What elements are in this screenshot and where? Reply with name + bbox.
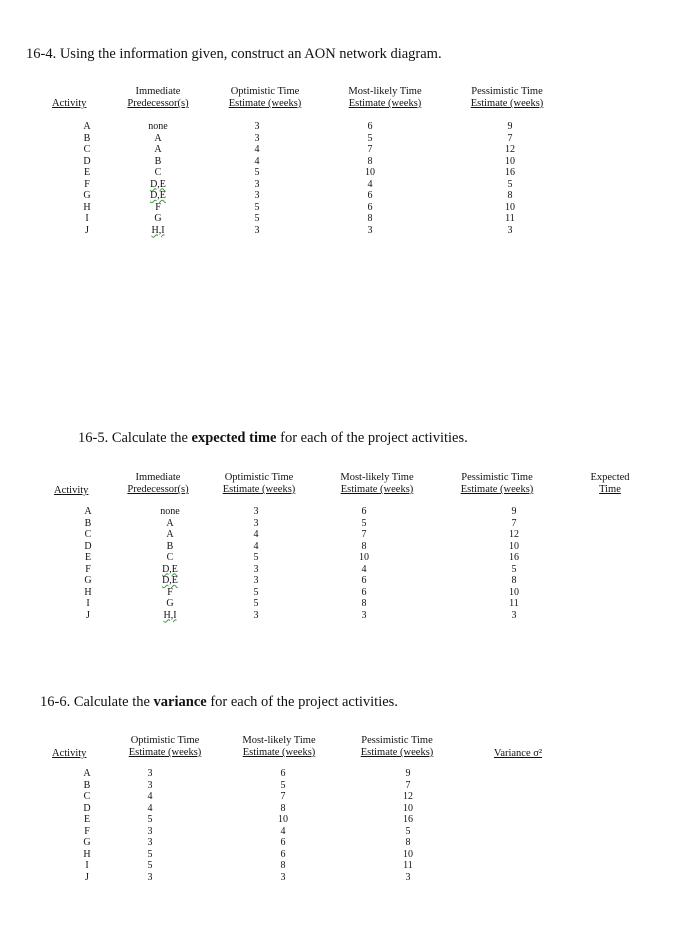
cell-pessimistic: 11 xyxy=(509,598,519,609)
cell-pessimistic: 5 xyxy=(507,178,513,190)
cell-most-likely: 6 xyxy=(280,848,286,860)
q16-4-heading: 16-4. Using the information given, construct an AON network diagram. xyxy=(26,46,442,62)
cell-most-likely: 5 xyxy=(367,132,373,144)
cell-predecessors: D,E xyxy=(162,563,178,575)
cell-activity: I xyxy=(85,213,89,224)
table-row xyxy=(0,610,676,622)
cell-most-likely: 4 xyxy=(367,178,373,190)
cell-pessimistic: 11 xyxy=(403,860,413,871)
cell-most-likely: 8 xyxy=(361,598,367,609)
cell-pessimistic: 10 xyxy=(509,540,519,552)
table-row xyxy=(0,564,676,576)
cell-pessimistic: 3 xyxy=(507,224,513,236)
cell-optimistic: 3 xyxy=(253,517,259,529)
cell-most-likely: 6 xyxy=(367,190,373,201)
table-row xyxy=(0,179,676,191)
cell-activity: J xyxy=(86,609,90,621)
q16-6-heading: 16-6. Calculate the variance for each of the project activities. xyxy=(40,694,398,710)
cell-optimistic: 4 xyxy=(253,540,259,552)
table-row xyxy=(0,860,676,872)
cell-optimistic: 4 xyxy=(147,791,153,802)
cell-pessimistic: 5 xyxy=(511,563,517,575)
cell-most-likely: 6 xyxy=(280,768,286,779)
cell-most-likely: 6 xyxy=(280,837,286,848)
cell-optimistic: 3 xyxy=(147,825,153,837)
cell-optimistic: 5 xyxy=(253,586,259,598)
cell-pessimistic: 7 xyxy=(507,132,513,144)
cell-activity: I xyxy=(86,598,90,609)
table-row xyxy=(0,541,676,553)
table-row xyxy=(0,780,676,792)
cell-activity: E xyxy=(83,814,91,825)
cell-optimistic: 4 xyxy=(254,155,260,167)
cell-activity: H xyxy=(84,586,92,598)
cell-optimistic: 5 xyxy=(254,167,260,178)
cell-most-likely: 5 xyxy=(361,517,367,529)
cell-predecessors: H,I xyxy=(151,224,165,236)
cell-activity: F xyxy=(84,825,90,837)
cell-optimistic: 3 xyxy=(147,779,153,791)
table-row xyxy=(0,849,676,861)
cell-optimistic: 4 xyxy=(253,529,259,540)
cell-optimistic: 5 xyxy=(147,860,153,871)
cell-most-likely: 3 xyxy=(361,609,367,621)
cell-activity: D xyxy=(83,802,91,814)
col-header-most-likely: Most-likely Time Estimate (weeks) xyxy=(340,472,414,495)
cell-activity: J xyxy=(85,224,89,236)
cell-activity: E xyxy=(83,167,91,178)
table-row xyxy=(0,552,676,564)
table-row xyxy=(0,791,676,803)
cell-activity: H xyxy=(83,201,91,213)
cell-optimistic: 3 xyxy=(253,563,259,575)
cell-most-likely: 10 xyxy=(359,552,369,563)
cell-optimistic: 3 xyxy=(147,768,153,779)
cell-optimistic: 5 xyxy=(147,814,153,825)
cell-pessimistic: 16 xyxy=(505,167,515,178)
col-header-activity: Activity xyxy=(52,98,87,109)
cell-most-likely: 6 xyxy=(367,121,373,132)
cell-most-likely: 6 xyxy=(361,506,367,517)
cell-activity: E xyxy=(84,552,92,563)
col-header-most-likely: Most-likely Time Estimate (weeks) xyxy=(348,86,422,109)
col-header-activity: Activity xyxy=(52,748,87,759)
cell-optimistic: 3 xyxy=(254,224,260,236)
cell-pessimistic: 10 xyxy=(403,848,413,860)
cell-optimistic: 4 xyxy=(147,802,153,814)
cell-pessimistic: 5 xyxy=(405,825,411,837)
cell-most-likely: 4 xyxy=(361,563,367,575)
col-header-variance: Variance σ² xyxy=(493,748,543,759)
cell-optimistic: 3 xyxy=(147,837,153,848)
cell-predecessors: G xyxy=(166,598,174,609)
table-row xyxy=(0,167,676,179)
table-row xyxy=(0,803,676,815)
cell-pessimistic: 7 xyxy=(405,779,411,791)
table-row xyxy=(0,826,676,838)
cell-predecessors: A xyxy=(166,517,174,529)
cell-predecessors: D,E xyxy=(150,178,166,190)
cell-pessimistic: 12 xyxy=(403,791,413,802)
cell-optimistic: 3 xyxy=(254,190,260,201)
cell-optimistic: 3 xyxy=(254,178,260,190)
col-header-pessimistic: Pessimistic Time Estimate (weeks) xyxy=(360,735,434,758)
cell-pessimistic: 12 xyxy=(505,144,515,155)
table-row xyxy=(0,133,676,145)
cell-pessimistic: 7 xyxy=(511,517,517,529)
col-header-predecessors: Immediate Predecessor(s) xyxy=(127,86,189,109)
table-row xyxy=(0,518,676,530)
cell-pessimistic: 8 xyxy=(405,837,411,848)
cell-pessimistic: 16 xyxy=(403,814,413,825)
cell-activity: J xyxy=(85,871,89,883)
cell-most-likely: 7 xyxy=(361,529,367,540)
cell-activity: H xyxy=(83,848,91,860)
cell-optimistic: 5 xyxy=(253,552,259,563)
cell-activity: C xyxy=(83,791,91,802)
cell-predecessors: B xyxy=(154,155,162,167)
cell-optimistic: 4 xyxy=(254,144,260,155)
cell-predecessors: A xyxy=(154,132,162,144)
col-header-pessimistic: Pessimistic Time Estimate (weeks) xyxy=(460,472,534,495)
col-header-optimistic: Optimistic Time Estimate (weeks) xyxy=(128,735,202,758)
cell-predecessors: F xyxy=(167,586,173,598)
cell-activity: G xyxy=(83,190,91,201)
cell-predecessors: B xyxy=(166,540,174,552)
cell-optimistic: 5 xyxy=(147,848,153,860)
table-row xyxy=(0,506,676,518)
cell-activity: F xyxy=(84,178,90,190)
q16-4-rows xyxy=(0,121,676,236)
cell-pessimistic: 3 xyxy=(405,871,411,883)
table-row xyxy=(0,872,676,884)
cell-predecessors: C xyxy=(166,552,174,563)
cell-pessimistic: 10 xyxy=(505,155,515,167)
cell-predecessors: F xyxy=(155,201,161,213)
col-header-optimistic: Optimistic Time Estimate (weeks) xyxy=(222,472,296,495)
table-row xyxy=(0,225,676,237)
cell-most-likely: 10 xyxy=(278,814,288,825)
table-row xyxy=(0,587,676,599)
cell-activity: D xyxy=(83,155,91,167)
cell-activity: I xyxy=(85,860,89,871)
cell-optimistic: 3 xyxy=(253,575,259,586)
table-row xyxy=(0,202,676,214)
cell-predecessors: C xyxy=(154,167,162,178)
col-header-pessimistic: Pessimistic Time Estimate (weeks) xyxy=(470,86,544,109)
cell-optimistic: 3 xyxy=(254,121,260,132)
cell-pessimistic: 10 xyxy=(509,586,519,598)
cell-most-likely: 8 xyxy=(367,213,373,224)
cell-most-likely: 6 xyxy=(367,201,373,213)
cell-pessimistic: 10 xyxy=(505,201,515,213)
table-row xyxy=(0,213,676,225)
cell-most-likely: 8 xyxy=(280,802,286,814)
q16-5-heading: 16-5. Calculate the expected time for each of the project activities. xyxy=(78,430,468,446)
table-row xyxy=(0,190,676,202)
cell-activity: A xyxy=(83,768,91,779)
cell-activity: F xyxy=(85,563,91,575)
table-row xyxy=(0,768,676,780)
cell-activity: C xyxy=(83,144,91,155)
q16-5-rows xyxy=(0,506,676,621)
cell-most-likely: 7 xyxy=(367,144,373,155)
table-row xyxy=(0,121,676,133)
cell-predecessors: none xyxy=(148,121,168,132)
col-header-most-likely: Most-likely Time Estimate (weeks) xyxy=(242,735,316,758)
cell-pessimistic: 9 xyxy=(507,121,513,132)
cell-activity: C xyxy=(84,529,92,540)
cell-predecessors: none xyxy=(160,506,180,517)
cell-activity: B xyxy=(84,517,92,529)
cell-pessimistic: 9 xyxy=(405,768,411,779)
cell-activity: G xyxy=(84,575,92,586)
cell-activity: A xyxy=(84,506,92,517)
cell-most-likely: 3 xyxy=(367,224,373,236)
cell-most-likely: 10 xyxy=(365,167,375,178)
cell-most-likely: 3 xyxy=(280,871,286,883)
cell-optimistic: 3 xyxy=(253,506,259,517)
table-row xyxy=(0,575,676,587)
col-header-optimistic: Optimistic Time Estimate (weeks) xyxy=(228,86,302,109)
cell-activity: B xyxy=(83,132,91,144)
col-header-predecessors: Immediate Predecessor(s) xyxy=(127,472,189,495)
cell-pessimistic: 3 xyxy=(511,609,517,621)
table-row xyxy=(0,598,676,610)
cell-pessimistic: 9 xyxy=(511,506,517,517)
cell-activity: A xyxy=(83,121,91,132)
cell-most-likely: 6 xyxy=(361,575,367,586)
cell-most-likely: 7 xyxy=(280,791,286,802)
cell-optimistic: 3 xyxy=(254,132,260,144)
cell-most-likely: 8 xyxy=(367,155,373,167)
cell-predecessors: D,E xyxy=(162,575,178,586)
col-header-activity: Activity xyxy=(54,485,89,496)
cell-most-likely: 8 xyxy=(361,540,367,552)
cell-predecessors: A xyxy=(154,144,162,155)
cell-pessimistic: 16 xyxy=(509,552,519,563)
table-row xyxy=(0,156,676,168)
cell-optimistic: 3 xyxy=(253,609,259,621)
cell-pessimistic: 11 xyxy=(505,213,515,224)
cell-activity: D xyxy=(84,540,92,552)
table-row xyxy=(0,144,676,156)
cell-pessimistic: 12 xyxy=(509,529,519,540)
q16-6-rows xyxy=(0,768,676,883)
cell-activity: G xyxy=(83,837,91,848)
cell-predecessors: D,E xyxy=(150,190,166,201)
table-row xyxy=(0,814,676,826)
cell-most-likely: 8 xyxy=(280,860,286,871)
cell-predecessors: H,I xyxy=(163,609,177,621)
cell-pessimistic: 10 xyxy=(403,802,413,814)
cell-optimistic: 5 xyxy=(254,213,260,224)
cell-predecessors: A xyxy=(166,529,174,540)
cell-optimistic: 5 xyxy=(253,598,259,609)
cell-most-likely: 4 xyxy=(280,825,286,837)
cell-most-likely: 5 xyxy=(280,779,286,791)
table-row xyxy=(0,529,676,541)
cell-most-likely: 6 xyxy=(361,586,367,598)
cell-predecessors: G xyxy=(154,213,162,224)
cell-optimistic: 5 xyxy=(254,201,260,213)
cell-pessimistic: 8 xyxy=(507,190,513,201)
cell-optimistic: 3 xyxy=(147,871,153,883)
table-row xyxy=(0,837,676,849)
col-header-expected-time: Expected Time xyxy=(590,472,630,495)
cell-activity: B xyxy=(83,779,91,791)
cell-pessimistic: 8 xyxy=(511,575,517,586)
